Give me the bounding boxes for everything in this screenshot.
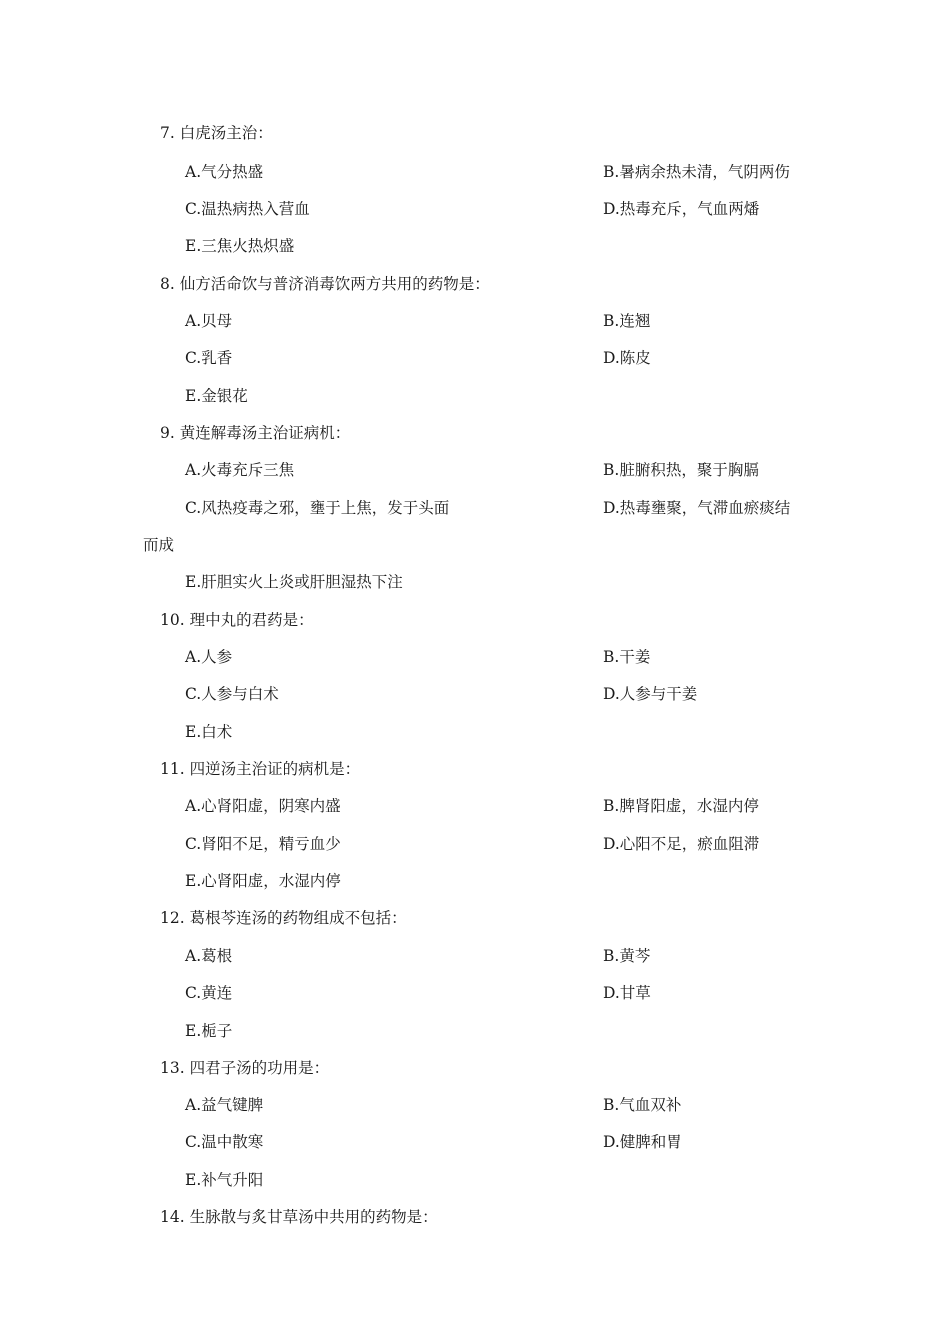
question-stem: 10. 理中丸的君药是： — [160, 611, 314, 629]
question-stem: 14. 生脉散与炙甘草汤中共用的药物是： — [160, 1208, 438, 1226]
option-e: E.补气升阳 — [185, 1171, 264, 1189]
option-a: A.火毒充斥三焦 — [185, 461, 295, 479]
option-e: E.白术 — [185, 723, 233, 741]
option-a: A.益气键脾 — [185, 1096, 264, 1114]
question-stem: 12. 葛根芩连汤的药物组成不包括： — [160, 909, 407, 927]
option-c: C.风热疫毒之邪，壅于上焦，发于头面 — [185, 499, 450, 517]
option-b: B.脏腑积热，聚于胸膈 — [603, 461, 759, 479]
option-e: E.栀子 — [185, 1022, 233, 1040]
option-b: B.气血双补 — [603, 1096, 682, 1114]
option-c: C.乳香 — [185, 349, 233, 367]
option-b: B.干姜 — [603, 648, 651, 666]
option-b: B.连翘 — [603, 312, 651, 330]
option-d: D.热毒壅聚，气滞血瘀痰结 — [603, 499, 791, 517]
option-d: D.心阳不足，瘀血阻滞 — [603, 835, 760, 853]
option-d: D.人参与干姜 — [603, 685, 698, 703]
option-c: C.肾阳不足，精亏血少 — [185, 835, 341, 853]
option-e: E.肝胆实火上炎或肝胆湿热下注 — [185, 573, 403, 591]
option-e: E.三焦火热炽盛 — [185, 237, 295, 255]
option-a: A.贝母 — [185, 312, 233, 330]
option-d: D.热毒充斥，气血两燔 — [603, 200, 760, 218]
option-a: A.心肾阳虚，阴寒内盛 — [185, 797, 341, 815]
option-a: A.葛根 — [185, 947, 233, 965]
option-c: C.人参与白术 — [185, 685, 279, 703]
option-b: B.脾肾阳虚，水湿内停 — [603, 797, 759, 815]
option-e: E.心肾阳虚，水湿内停 — [185, 872, 341, 890]
option-d-continuation: 而成 — [143, 536, 175, 554]
option-b: B.黄芩 — [603, 947, 651, 965]
option-c: C.温热病热入营血 — [185, 200, 310, 218]
option-c: C.黄连 — [185, 984, 233, 1002]
option-d: D.健脾和胃 — [603, 1133, 682, 1151]
option-d: D.甘草 — [603, 984, 651, 1002]
question-stem: 11. 四逆汤主治证的病机是： — [160, 760, 361, 778]
option-a: A.气分热盛 — [185, 163, 264, 181]
option-a: A.人参 — [185, 648, 233, 666]
option-d: D.陈皮 — [603, 349, 651, 367]
option-e: E.金银花 — [185, 387, 248, 405]
question-stem: 7. 白虎汤主治： — [160, 124, 273, 142]
question-stem: 13. 四君子汤的功用是： — [160, 1059, 330, 1077]
option-c: C.温中散寒 — [185, 1133, 264, 1151]
option-b: B.暑病余热未清，气阴两伤 — [603, 163, 790, 181]
question-stem: 9. 黄连解毒汤主治证病机： — [160, 424, 351, 442]
question-stem: 8. 仙方活命饮与普济消毒饮两方共用的药物是： — [160, 275, 490, 293]
